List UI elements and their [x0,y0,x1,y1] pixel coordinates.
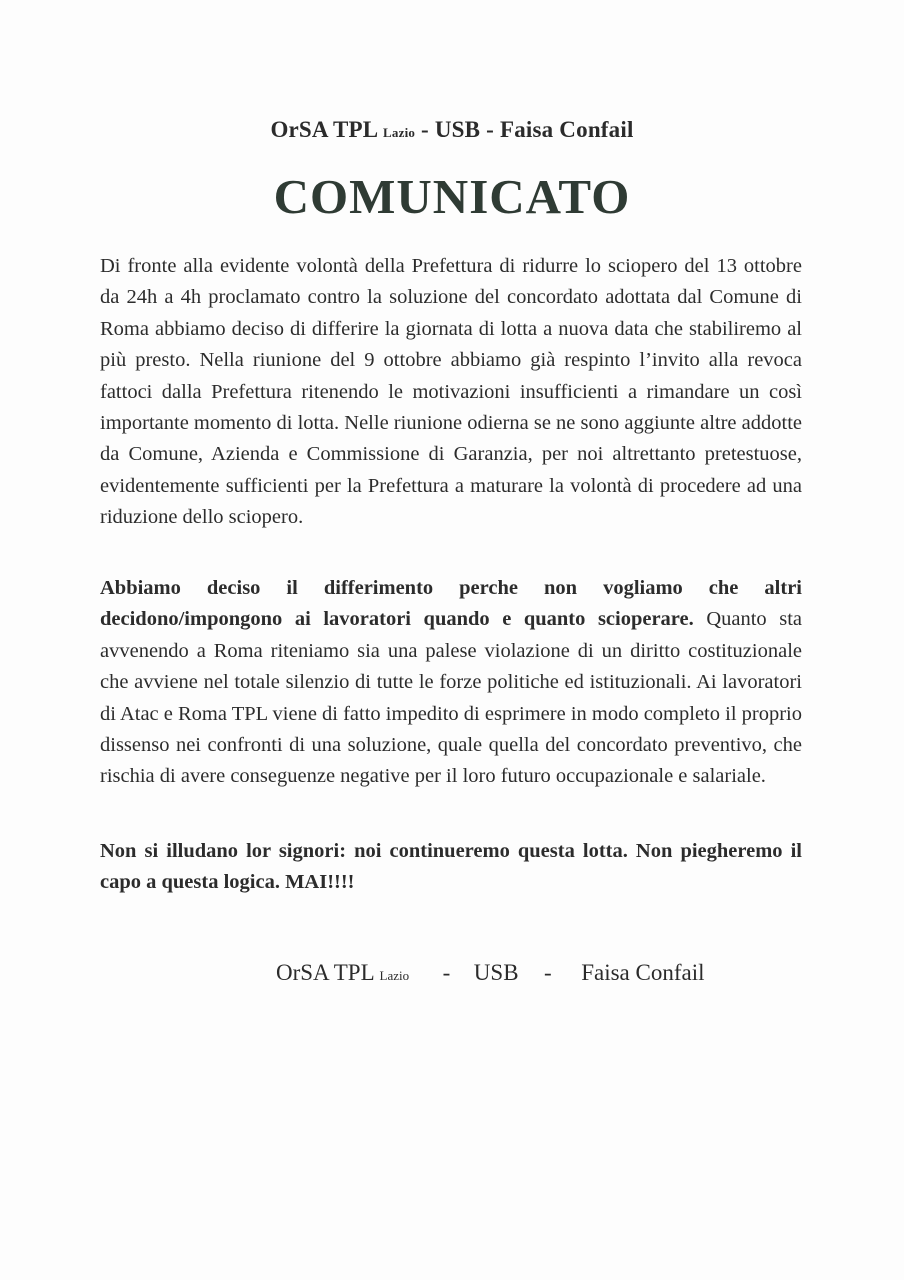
paragraph-3-text: Non si illudano lor signori: noi continueremo questa lotta. Non piegheremo il capo a questa logica. MAI!!!! [100,840,802,894]
footer-org-orsa-region: Lazio [379,968,410,983]
header-org-orsa-region: Lazio [383,125,416,140]
paragraph-3 [100,836,802,899]
paragraph-1-text: Di fronte alla evidente volontà della Prefettura di ridurre lo sciopero del 13 ottobre da 24h a 4h proclamato contro la soluzione del concordato adottata dal Comune di Roma abbiamo deciso di differire la giornata di lotta a nuova data che stabiliremo al più presto. Nella riunione del 9 ottobre abbiamo già respinto l’invito alla revoca fattoci dalla Prefettura ritenendo le motivazioni insufficienti a rimandare un così importante momento di lotta. Nelle riunione odierna se ne sono aggiunte altre addotte da Comune, Azienda e Commissione di Garanzia, per noi altrettanto pretestuose, evidentemente sufficienti per la Prefettura a maturare la volontà di procedere ad una riduzione dello sciopero. [100,255,802,529]
footer-signature [276,960,705,986]
footer-org-faisa: Faisa Confail [581,960,705,985]
header-separator: - [421,117,429,142]
header-org-usb: USB [434,117,481,142]
paragraph-1 [100,251,802,534]
header-organizations [0,117,904,143]
footer-org-orsa: OrSA TPL [276,960,374,985]
footer-org-usb: USB [473,960,519,985]
header-org-orsa: OrSA TPL [270,117,378,142]
footer-separator: - [544,960,552,985]
footer-separator: - [442,960,451,985]
header-org-faisa: Faisa Confail [499,117,634,142]
paragraph-2-rest-text: Quanto sta avvenendo a Roma riteniamo sia una palese violazione di un diritto costituzionale che avviene nel totale silenzio di tutte le forze politiche ed istituzionali. Ai lavoratori di Atac e Roma TPL viene di fatto impedito di esprimere in modo completo il proprio dissenso nei confronti di una soluzione, quale quella del concordato preventivo, che rischia di avere conseguenze negative per il loro futuro occupazionale e salariale. [100,608,803,788]
paragraph-2-text [100,573,802,793]
page-title: COMUNICATO [273,169,631,224]
paragraph-2 [100,573,802,793]
paragraph-2-bold-text: Abbiamo deciso il differimento perche non vogliamo che altri decidono/impongono ai lavoratori quando e quanto scioperare. [100,577,802,631]
header-separator: - [486,117,495,142]
